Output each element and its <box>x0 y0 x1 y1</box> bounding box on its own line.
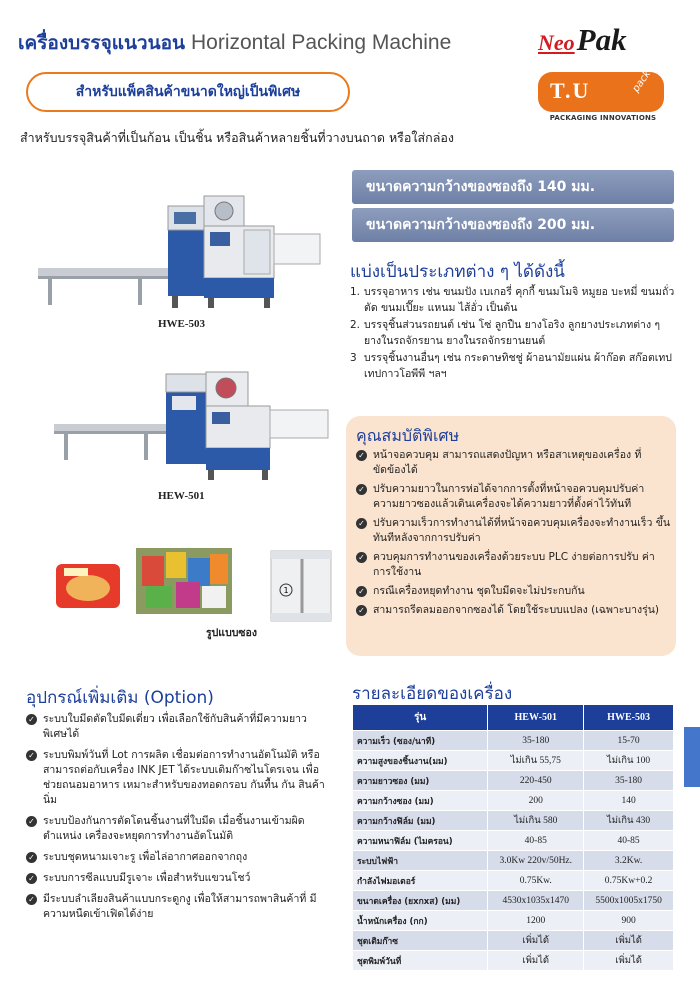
product-photo-assorted <box>136 548 232 614</box>
spec-row: ชุดพิมพ์วันที่ เพิ่มได้ เพิ่มได้ <box>353 951 674 971</box>
tu-logo-text: T.U <box>550 78 591 103</box>
option-item: ✓ ระบบป้องกันการตัดโดนชิ้นงานที่ใบมีด เมื่อชิ้นงานเข้ามผิด ตำแหน่ง เครื่องจะหยุดการทำงานอัตโนมัติ <box>26 814 334 844</box>
feature-item: ✓ สามารถรีดลมออกจากซองได้ โดยใช้ระบบแปลง (เฉพาะบางรุ่น) <box>356 603 672 618</box>
check-bullet-icon: ✓ <box>26 750 37 761</box>
spec-row: ระบบไฟฟ้า 3.0Kw 220v/50Hz. 3.2Kw. <box>353 851 674 871</box>
spec-row: ชุดเติมก๊าซ เพิ่มได้ เพิ่มได้ <box>353 931 674 951</box>
feature-item: ✓ ควบคุมการทำงานของเครื่องด้วยระบบ PLC ง่ายต่อการปรับ ค่าการใช้งาน <box>356 550 672 580</box>
feature-item: ✓ กรณีเครื่องหยุดทำงาน ชุดใบมีดจะไม่ประกบกัน <box>356 584 672 599</box>
neopak-logo <box>538 22 678 58</box>
page-title <box>18 28 451 58</box>
check-bullet-icon: ✓ <box>356 605 367 616</box>
spec-row: ความกว้างซอง (มม) 200 140 <box>353 791 674 811</box>
spec-row: ความสูงของชิ้นงาน(มม) ไม่เกิน 55,75 ไม่เกิน 100 <box>353 751 674 771</box>
bag-label: รูปแบบซอง <box>206 627 257 639</box>
features-list <box>356 448 672 622</box>
intro-text: สำหรับบรรจุสินค้าที่เป็นก้อน เป็นชิ้น หรือสินค้าหลายชิ้นที่วางบนถาด หรือใส่กล่อง <box>20 130 454 145</box>
spec-row: ความกว้างฟิล์ม (มม) ไม่เกิน 580 ไม่เกิน 430 <box>353 811 674 831</box>
neopak-logo-pak: Pak <box>576 22 627 57</box>
spec-row: ความยาวซอง (มม) 220-450 35-180 <box>353 771 674 791</box>
spec-row: ขนาดเครื่อง (ยxกxส) (มม) 4530x1035x1470 5500x1005x1750 <box>353 891 674 911</box>
types-item: 1. บรรจุอาหาร เช่น ขนมปัง เบเกอรี่ คุกกี้ ขนมโมจิ หมูยอ บะหมี่ ขนมถั่วตัด ขนมเปี๊ยะ แหนม ไส้อั่ว เป็นต้น <box>350 286 675 314</box>
spec-col-hwe503: HWE-503 <box>584 705 674 731</box>
check-bullet-icon: ✓ <box>356 586 367 597</box>
option-item: ✓ มีระบบลำเลียงสินค้าแบบกระดูกงู เพื่อให้สามารถพาสินค้าที่ มีความหนืดเข้าเฟิดได้ง่าย <box>26 892 334 922</box>
check-bullet-icon: ✓ <box>356 552 367 563</box>
spec-table <box>352 704 674 971</box>
types-item: 3 บรรจุชิ้นงานอื่นๆ เช่น กระดาษทิชชู่ ผ้าอนามัยแผ่น ผ้าก๊อต สก๊อตเทป เทปกาวโอพีพี ฯลฯ <box>350 352 672 380</box>
neopak-logo-neo: Neo <box>538 30 575 55</box>
options-heading: อุปกรณ์เพิ่มเติม (Option) <box>26 688 214 708</box>
bag-number: 1 <box>283 586 289 595</box>
spec-row: ความเร็ว (ซอง/นาที) 35-180 15-70 <box>353 731 674 751</box>
edge-accent-stripe <box>684 727 700 787</box>
feature-item: ✓ ปรับความเร็วการทำงานได้ที่หน้าจอควบคุมเครื่องจะทำงานเร็ว ขึ้นทันทีหลังจากการปรับค่า <box>356 516 672 546</box>
title-english: Horizontal Packing Machine <box>191 31 452 54</box>
machine-hwe503-label: HWE-503 <box>158 318 206 330</box>
spec-row: ความหนาฟิล์ม (ไมครอน) 40-85 40-85 <box>353 831 674 851</box>
spec-header-row <box>353 705 674 731</box>
bag-diagram <box>270 550 332 622</box>
option-item: ✓ ระบบชุดหนามเจาะรู เพื่อไล่อากาศออกจากถุง <box>26 850 334 865</box>
types-item: 2. บรรจุชิ้นส่วนรถยนต์ เช่น โซ่ ลูกปืน ยางโอริง ลูกยางประเภทต่าง ๆ ยางในรถจักรยาน ยางในรถจักรยานยนต์ <box>350 319 661 347</box>
option-item: ✓ ระบบใบมีดตัดใบมีดเดี่ยว เพื่อเลือกใช้กับสินค้าที่มีความยาว พิเศษได้ <box>26 712 334 742</box>
spec-col-hew501: HEW-501 <box>488 705 584 731</box>
check-bullet-icon: ✓ <box>26 894 37 905</box>
spec-row: กำลังไฟมอเตอร์ 0.75Kw. 0.75Kw+0.2 <box>353 871 674 891</box>
specs-heading: รายละเอียดของเครื่อง <box>352 684 513 704</box>
feature-item: ✓ หน้าจอควบคุม สามารถแสดงปัญหา หรือสาเหตุของเครื่อง ที่ขัดข้องได้ <box>356 448 672 478</box>
options-list <box>26 712 334 928</box>
width-bar-200: ขนาดความกว้างของซองถึง 200 มม. <box>352 208 674 242</box>
tu-pack-logo <box>538 68 664 112</box>
title-thai: เครื่องบรรจุแนวนอน <box>18 32 185 54</box>
option-item: ✓ ระบบการซีลแบบมีรูเจาะ เพื่อสำหรับแขวนโชว์ <box>26 871 334 886</box>
spec-col-model: รุ่น <box>353 705 488 731</box>
types-list <box>350 284 680 383</box>
option-item: ✓ ระบบพิมพ์วันที่ Lot การผลิต เชื่อมต่อการทำงานอัตโนมัติ หรือสามารถต่อกับเครื่อง INK JET ได้ระบบเติมก๊าซไนโตรเจน เพื่อช่วยถนอมอาหาร เหมาะสำหรับของทอดกรอบ กันทื้น กัน สินค้านิ่ม <box>26 748 334 808</box>
tu-tagline: PACKAGING INNOVATIONS <box>549 114 657 122</box>
width-bar-140: ขนาดความกว้างของซองถึง 140 มม. <box>352 170 674 204</box>
subtitle-pill: สำหรับแพ็คสินค้าขนาดใหญ่เป็นพิเศษ <box>26 72 350 112</box>
check-bullet-icon: ✓ <box>26 873 37 884</box>
check-bullet-icon: ✓ <box>356 518 367 529</box>
product-photo-cake <box>54 558 122 614</box>
check-bullet-icon: ✓ <box>26 852 37 863</box>
machine-hew501-label: HEW-501 <box>158 490 205 502</box>
feature-item: ✓ ปรับความยาวในการห่อได้จากการตั้งที่หน้าจอควบคุมปรับค่า ความยาวซองแล้วเดินเครื่องจะได้ความยาวที่ตั้งค่าไว้ทันที <box>356 482 672 512</box>
types-heading: แบ่งเป็นประเภทต่าง ๆ ได้ดังนี้ <box>350 262 565 282</box>
check-bullet-icon: ✓ <box>26 816 37 827</box>
features-heading: คุณสมบัติพิเศษ <box>356 426 460 445</box>
check-bullet-icon: ✓ <box>356 450 367 461</box>
check-bullet-icon: ✓ <box>26 714 37 725</box>
spec-row: น้ำหนักเครื่อง (กก) 1200 900 <box>353 911 674 931</box>
machine-hwe503-image <box>28 186 328 314</box>
check-bullet-icon: ✓ <box>356 484 367 495</box>
tu-logo-pack: pack <box>630 68 654 95</box>
machine-hew501-image <box>48 366 338 484</box>
